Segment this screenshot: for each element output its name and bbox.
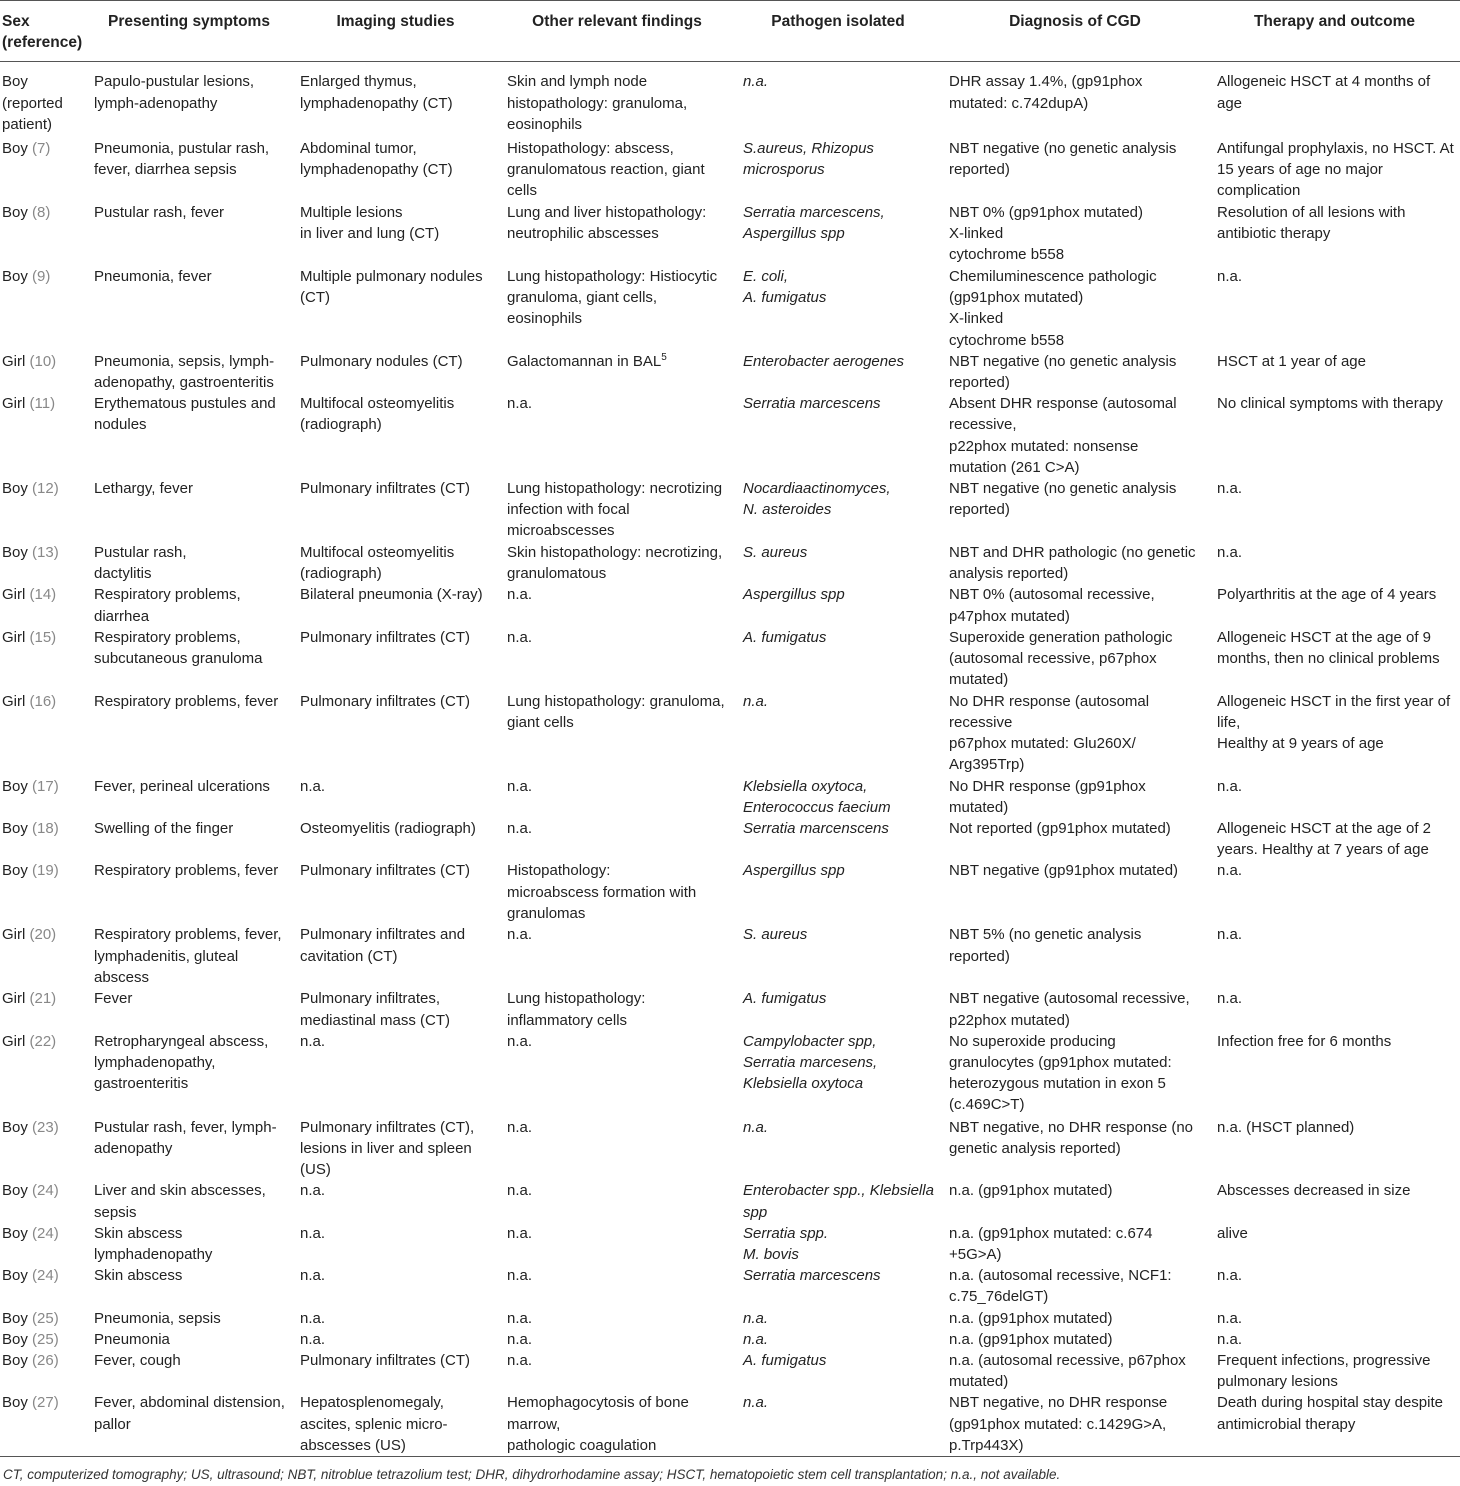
sex-value: Girl — [2, 692, 26, 710]
cell-presenting-symptoms: Retropharyngeal abscess, lymphadenopathy, gastroenteritis — [94, 1032, 269, 1093]
table-row — [0, 627, 1460, 691]
reference-link[interactable]: (25) — [32, 1330, 59, 1348]
cell-diagnosis-of-cgd: NBT negative (autosomal recessive, p22phox mutated) — [949, 990, 1190, 1029]
cell-presenting-symptoms: Respiratory problems, fever — [94, 862, 279, 880]
cell-therapy-and-outcome: Polyarthritis at the age of 4 years — [1217, 586, 1437, 604]
cell-pathogen-isolated: E. coli, A. fumigatus — [743, 267, 827, 307]
cell-pathogen-isolated: n.a. — [743, 1330, 769, 1348]
cell-imaging-studies: Multifocal osteomyelitis (radiograph) — [300, 543, 455, 583]
cell-diagnosis-of-cgd: Chemiluminescence pathologic (gp91phox mutated) X-linked cytochrome b558 — [949, 267, 1157, 349]
cell-presenting-symptoms: Pneumonia, sepsis, lymph- adenopathy, gastroenteritis — [94, 352, 275, 391]
cell-presenting-symptoms: Pustular rash, fever — [94, 203, 225, 221]
reference-link[interactable]: (27) — [32, 1394, 59, 1412]
reference-link[interactable]: (16) — [29, 692, 57, 710]
sex-value: Girl — [2, 586, 26, 604]
table-row — [0, 1031, 1460, 1117]
cell-presenting-symptoms: Pneumonia, fever — [94, 267, 212, 285]
sex-value: Boy — [2, 1118, 28, 1136]
sex-value: Boy — [2, 479, 28, 497]
cell-sex — [0, 1329, 86, 1350]
cell-diagnosis-of-cgd: NBT negative (no genetic analysis reported) — [949, 479, 1177, 519]
table-row — [0, 202, 1460, 266]
table-row — [0, 1329, 1460, 1350]
cell-other-relevant-findings: n.a. — [507, 1182, 533, 1200]
reference-link[interactable]: (21) — [29, 990, 57, 1008]
cell-other-relevant-findings: n.a. — [507, 395, 533, 413]
table-row — [0, 351, 1460, 393]
cell-diagnosis-of-cgd: DHR assay 1.4%, (gp91phox mutated: c.742dupA) — [949, 73, 1143, 112]
cell-sex — [0, 1180, 86, 1222]
cell-presenting-symptoms: Fever — [94, 990, 133, 1008]
cell-presenting-symptoms: Fever, perineal ulcerations — [94, 777, 270, 795]
sex-value: Girl — [2, 395, 26, 413]
cell-pathogen-isolated: S. aureus — [743, 543, 808, 561]
cell-pathogen-isolated: n.a. — [743, 73, 769, 91]
reference-link[interactable]: (24) — [32, 1224, 59, 1242]
sex-value: Boy — [2, 1352, 28, 1370]
cell-pathogen-isolated: Klebsiella oxytoca, Enterococcus faecium — [743, 777, 891, 816]
cell-sex — [0, 860, 86, 924]
cell-therapy-and-outcome: alive — [1217, 1224, 1248, 1242]
reference-link[interactable]: (18) — [32, 819, 59, 837]
table-header — [0, 1, 1460, 62]
cell-diagnosis-of-cgd: n.a. (autosomal recessive, p67phox mutated) — [949, 1352, 1186, 1391]
cell-diagnosis-of-cgd: n.a. (autosomal recessive, NCF1: c.75_76delGT) — [949, 1267, 1172, 1306]
cell-presenting-symptoms: Respiratory problems, fever, lymphadenitis, gluteal abscess — [94, 926, 282, 986]
cell-presenting-symptoms: Pneumonia, pustular rash, fever, diarrhea sepsis — [94, 139, 270, 179]
table-row — [0, 818, 1460, 860]
cell-presenting-symptoms: Fever, abdominal distension, pallor — [94, 1394, 285, 1433]
cell-diagnosis-of-cgd: Absent DHR response (autosomal recessive, p22phox mutated: nonsense mutation (261 C>A) — [949, 395, 1177, 476]
cell-therapy-and-outcome: n.a. — [1217, 1267, 1243, 1285]
cell-imaging-studies: Pulmonary infiltrates, mediastinal mass (CT) — [300, 990, 451, 1029]
table-row — [0, 393, 1460, 478]
cell-sex — [0, 988, 86, 1030]
cell-therapy-and-outcome: Frequent infections, progressive pulmonary lesions — [1217, 1352, 1431, 1391]
reference-link: (reported patient) — [2, 94, 63, 133]
cell-therapy-and-outcome: Allogeneic HSCT at the age of 2 years. Healthy at 7 years of age — [1217, 819, 1432, 859]
cell-therapy-and-outcome: n.a. — [1217, 777, 1243, 795]
cell-other-relevant-findings: Histopathology: microabscess formation with granulomas — [507, 862, 697, 922]
cell-sex — [0, 62, 86, 138]
cell-therapy-and-outcome: Antifungal prophylaxis, no HSCT. At 15 years of age no major complication — [1217, 139, 1454, 200]
sex-value: Girl — [2, 926, 26, 944]
cell-other-relevant-findings: Lung histopathology: necrotizing infection with focal microabscesses — [507, 479, 723, 540]
cell-presenting-symptoms: Respiratory problems, subcutaneous granuloma — [94, 628, 263, 667]
header-imaging-studies: Imaging studies — [292, 1, 499, 62]
cell-diagnosis-of-cgd: NBT negative (no genetic analysis reported) — [949, 352, 1177, 391]
cell-other-relevant-findings — [499, 351, 735, 393]
table-body — [0, 62, 1460, 1457]
sex-value: Boy — [2, 1330, 28, 1348]
cell-pathogen-isolated: Campylobacter spp, Serratia marcesens, Klebsiella oxytoca — [743, 1032, 878, 1093]
cell-other-relevant-findings: n.a. — [507, 1224, 533, 1242]
cell-other-relevant-findings: n.a. — [507, 819, 533, 837]
table-row — [0, 776, 1460, 818]
sex-value: Girl — [2, 628, 26, 646]
cell-imaging-studies: n.a. — [300, 1330, 326, 1348]
cell-diagnosis-of-cgd: No DHR response (autosomal recessive p67phox mutated: Glu260X/ Arg395Trp) — [949, 692, 1150, 774]
cell-sex — [0, 1031, 86, 1117]
cell-diagnosis-of-cgd: No DHR response (gp91phox mutated) — [949, 777, 1146, 816]
cell-imaging-studies: Abdominal tumor, lymphadenopathy (CT) — [300, 139, 453, 179]
table-row — [0, 1392, 1460, 1456]
cell-pathogen-isolated: Serratia marcescens — [743, 395, 881, 413]
header-sex-reference: Sex (reference) — [0, 1, 86, 62]
cell-pathogen-isolated: Serratia marcescens, Aspergillus spp — [743, 203, 885, 243]
cell-diagnosis-of-cgd: NBT 0% (autosomal recessive, p47phox mutated) — [949, 586, 1155, 625]
cell-pathogen-isolated: n.a. — [743, 1118, 769, 1136]
cell-presenting-symptoms: Pneumonia — [94, 1330, 170, 1348]
table-row — [0, 1117, 1460, 1181]
sex-value: Boy — [2, 862, 28, 880]
cell-therapy-and-outcome: HSCT at 1 year of age — [1217, 352, 1366, 370]
cell-diagnosis-of-cgd: NBT and DHR pathologic (no genetic analysis reported) — [949, 543, 1196, 583]
cell-diagnosis-of-cgd: NBT 5% (no genetic analysis reported) — [949, 926, 1142, 965]
header-therapy-and-outcome: Therapy and outcome — [1209, 1, 1460, 62]
table-row — [0, 1308, 1460, 1329]
reference-link[interactable]: (10) — [29, 352, 57, 370]
sex-value: Boy — [2, 1182, 28, 1200]
table-row — [0, 691, 1460, 776]
sex-value: Boy — [2, 819, 28, 837]
table-row — [0, 924, 1460, 988]
cell-imaging-studies: Enlarged thymus, lymphadenopathy (CT) — [300, 73, 453, 112]
cell-presenting-symptoms: Pustular rash, fever, lymph- adenopathy — [94, 1118, 277, 1157]
cell-imaging-studies: Bilateral pneumonia (X-ray) — [300, 586, 483, 604]
cell-sex — [0, 584, 86, 626]
header-other-relevant-findings: Other relevant findings — [499, 1, 735, 62]
cell-presenting-symptoms: Papulo-pustular lesions, lymph-adenopathy — [94, 73, 255, 112]
cell-pathogen-isolated: Serratia spp. M. bovis — [743, 1224, 829, 1263]
header-presenting-symptoms: Presenting symptoms — [86, 1, 292, 62]
cell-therapy-and-outcome: No clinical symptoms with therapy — [1217, 395, 1443, 413]
reference-link[interactable]: (9) — [32, 267, 51, 285]
cell-diagnosis-of-cgd: NBT negative (gp91phox mutated) — [949, 862, 1179, 880]
header-diagnosis-of-cgd: Diagnosis of CGD — [941, 1, 1209, 62]
reference-link[interactable]: (7) — [32, 139, 51, 157]
cell-diagnosis-of-cgd: NBT negative (no genetic analysis reported) — [949, 139, 1177, 179]
cell-sex — [0, 478, 86, 542]
cell-pathogen-isolated: Aspergillus spp — [743, 862, 845, 880]
cell-presenting-symptoms: Pneumonia, sepsis — [94, 1309, 221, 1327]
cell-sex — [0, 924, 86, 988]
cell-pathogen-isolated: S.aureus, Rhizopus microsporus — [743, 139, 874, 179]
cell-therapy-and-outcome: Allogeneic HSCT in the first year of life, Healthy at 9 years of age — [1217, 692, 1451, 753]
cell-other-relevant-findings: Lung histopathology: inflammatory cells — [507, 990, 646, 1029]
footnote-marker: 5 — [661, 351, 667, 363]
cell-diagnosis-of-cgd: n.a. (gp91phox mutated: c.674 +5G>A) — [949, 1224, 1153, 1263]
cell-therapy-and-outcome: n.a. — [1217, 926, 1243, 944]
cell-presenting-symptoms: Skin abscess lymphadenopathy — [94, 1224, 213, 1263]
cell-other-relevant-findings: Histopathology: abscess, granulomatous reaction, giant cells — [507, 139, 705, 200]
cell-other-relevant-findings: Lung and liver histopathology: neutrophilic abscesses — [507, 203, 707, 243]
cell-other-relevant-findings: n.a. — [507, 586, 533, 604]
reference-link[interactable]: (24) — [32, 1267, 59, 1285]
cell-therapy-and-outcome: Death during hospital stay despite antimicrobial therapy — [1217, 1394, 1443, 1433]
sex-value: Girl — [2, 990, 26, 1008]
cell-diagnosis-of-cgd: n.a. (gp91phox mutated) — [949, 1330, 1113, 1348]
cell-other-relevant-findings: n.a. — [507, 1352, 533, 1370]
reference-link[interactable]: (23) — [32, 1118, 59, 1136]
cell-therapy-and-outcome: n.a. — [1217, 862, 1243, 880]
cell-presenting-symptoms: Pustular rash, dactylitis — [94, 543, 187, 583]
table-footnote: CT, computerized tomography; US, ultrasound; NBT, nitroblue tetrazolium test; DHR, dihydrorhodamine assay; HSCT, hematopoietic stem cell transplantation; n.a., not available. — [3, 1467, 1061, 1483]
cell-presenting-symptoms: Skin abscess — [94, 1267, 183, 1285]
table-row — [0, 988, 1460, 1030]
sex-value: Boy — [2, 1267, 28, 1285]
cell-sex — [0, 1223, 86, 1265]
cell-therapy-and-outcome: n.a. — [1217, 479, 1243, 497]
cell-pathogen-isolated: n.a. — [743, 1309, 769, 1327]
cell-presenting-symptoms: Respiratory problems, diarrhea — [94, 586, 241, 625]
reference-link[interactable]: (20) — [29, 926, 57, 944]
cell-sex — [0, 351, 86, 393]
cell-presenting-symptoms: Respiratory problems, fever — [94, 692, 279, 710]
cell-imaging-studies: n.a. — [300, 1182, 326, 1200]
cell-sex — [0, 1308, 86, 1329]
cell-imaging-studies: n.a. — [300, 1267, 326, 1285]
cell-therapy-and-outcome: n.a. — [1217, 543, 1243, 561]
cell-imaging-studies: Pulmonary infiltrates (CT) — [300, 862, 471, 880]
cell-diagnosis-of-cgd: NBT negative, no DHR response (gp91phox mutated: c.1429G>A, p.Trp443X) — [949, 1394, 1168, 1454]
cell-diagnosis-of-cgd: n.a. (gp91phox mutated) — [949, 1309, 1113, 1327]
cell-sex — [0, 818, 86, 860]
reference-link[interactable]: (12) — [32, 479, 59, 497]
cell-sex — [0, 393, 86, 478]
cell-imaging-studies: Pulmonary infiltrates (CT) — [300, 692, 471, 710]
sex-value: Boy — [2, 267, 28, 285]
cell-sex — [0, 691, 86, 776]
cell-sex — [0, 1117, 86, 1181]
cell-imaging-studies: n.a. — [300, 777, 326, 795]
cell-therapy-and-outcome: n.a. (HSCT planned) — [1217, 1118, 1355, 1136]
cell-imaging-studies: Multifocal osteomyelitis (radiograph) — [300, 395, 455, 434]
reference-link[interactable]: (17) — [32, 777, 59, 795]
cell-diagnosis-of-cgd: NBT 0% (gp91phox mutated) X-linked cytochrome b558 — [949, 203, 1143, 264]
table-bottom-rule — [0, 1457, 1460, 1486]
cell-other-relevant-findings: n.a. — [507, 1330, 533, 1348]
cell-other-relevant-findings: n.a. — [507, 628, 533, 646]
cell-pathogen-isolated: Serratia marcescens — [743, 1267, 881, 1285]
table-row — [0, 138, 1460, 202]
table-row — [0, 584, 1460, 626]
cell-presenting-symptoms: Lethargy, fever — [94, 479, 193, 497]
sex-value: Boy — [2, 1394, 28, 1412]
cell-imaging-studies: Multiple lesions in liver and lung (CT) — [300, 203, 440, 243]
cell-imaging-studies: n.a. — [300, 1224, 326, 1242]
cell-other-relevant-findings: n.a. — [507, 1309, 533, 1327]
findings-text: Galactomannan in BAL — [507, 352, 662, 370]
cell-imaging-studies: Osteomyelitis (radiograph) — [300, 819, 476, 837]
cell-pathogen-isolated: Nocardiaactinomyces, N. asteroides — [743, 479, 891, 519]
sex-value: Boy — [2, 203, 28, 221]
cell-imaging-studies: Pulmonary infiltrates (CT) — [300, 479, 471, 497]
reference-link[interactable]: (24) — [32, 1182, 59, 1200]
cell-diagnosis-of-cgd: No superoxide producing granulocytes (gp91phox mutated: heterozygous mutation in exon 5 (c.469C>T) — [949, 1032, 1172, 1114]
cell-pathogen-isolated: Serratia marcenscens — [743, 819, 889, 837]
cell-sex — [0, 202, 86, 266]
cell-sex — [0, 1350, 86, 1392]
reference-link[interactable]: (25) — [32, 1309, 59, 1327]
cell-pathogen-isolated: Enterobacter spp., Klebsiella spp — [743, 1182, 934, 1221]
table-row — [0, 1350, 1460, 1392]
reference-link[interactable]: (26) — [32, 1352, 59, 1370]
cell-therapy-and-outcome: Abscesses decreased in size — [1217, 1182, 1411, 1200]
cell-diagnosis-of-cgd: n.a. (gp91phox mutated) — [949, 1182, 1113, 1200]
cell-imaging-studies: n.a. — [300, 1309, 326, 1327]
cell-imaging-studies: Pulmonary infiltrates (CT) — [300, 1352, 471, 1370]
cell-presenting-symptoms: Swelling of the finger — [94, 819, 234, 837]
sex-value: Boy — [2, 777, 28, 795]
cell-imaging-studies: Pulmonary nodules (CT) — [300, 352, 463, 370]
cell-pathogen-isolated: A. fumigatus — [743, 1352, 827, 1370]
table-row — [0, 1180, 1460, 1222]
cell-therapy-and-outcome: n.a. — [1217, 1309, 1243, 1327]
table-row — [0, 860, 1460, 924]
header-pathogen-isolated: Pathogen isolated — [735, 1, 941, 62]
reference-link[interactable]: (15) — [29, 628, 57, 646]
cell-diagnosis-of-cgd: Superoxide generation pathologic (autosomal recessive, p67phox mutated) — [949, 628, 1173, 689]
reference-link[interactable]: (13) — [32, 543, 59, 561]
cell-sex — [0, 776, 86, 818]
cell-sex — [0, 627, 86, 691]
sex-value: Girl — [2, 352, 26, 370]
table-row — [0, 478, 1460, 542]
sex-value: Boy — [2, 139, 28, 157]
cell-other-relevant-findings: Hemophagocytosis of bone marrow, pathologic coagulation — [507, 1394, 689, 1454]
cell-imaging-studies: Multiple pulmonary nodules (CT) — [300, 267, 483, 307]
cell-therapy-and-outcome: Resolution of all lesions with antibiotic therapy — [1217, 203, 1406, 243]
cell-pathogen-isolated: Enterobacter aerogenes — [743, 352, 904, 370]
cell-pathogen-isolated: n.a. — [743, 692, 769, 710]
cell-presenting-symptoms: Erythematous pustules and nodules — [94, 395, 276, 434]
sex-value: Boy — [2, 543, 28, 561]
sex-value: Boy — [2, 1309, 28, 1327]
cell-other-relevant-findings: Lung histopathology: granuloma, giant cells — [507, 692, 725, 731]
cell-other-relevant-findings: Skin and lymph node histopathology: granuloma, eosinophils — [507, 73, 688, 133]
table-row — [0, 1265, 1460, 1307]
cell-imaging-studies: Pulmonary infiltrates (CT), lesions in liver and spleen (US) — [300, 1118, 475, 1179]
cell-sex — [0, 138, 86, 202]
sex-value: Boy — [2, 73, 28, 91]
cell-pathogen-isolated: A. fumigatus — [743, 628, 827, 646]
table-row — [0, 62, 1460, 138]
cell-other-relevant-findings: n.a. — [507, 777, 533, 795]
cell-imaging-studies: Pulmonary infiltrates and cavitation (CT) — [300, 926, 466, 965]
reference-link[interactable]: (14) — [29, 586, 57, 604]
cell-therapy-and-outcome: n.a. — [1217, 267, 1243, 285]
cell-imaging-studies: Hepatosplenomegaly, ascites, splenic micro- abscesses (US) — [300, 1394, 448, 1454]
cell-other-relevant-findings: Lung histopathology: Histiocytic granuloma, giant cells, eosinophils — [507, 267, 718, 328]
sex-value: Boy — [2, 1224, 28, 1242]
cell-presenting-symptoms: Liver and skin abscesses, sepsis — [94, 1182, 266, 1221]
table-row — [0, 1223, 1460, 1265]
cell-pathogen-isolated: S. aureus — [743, 926, 808, 944]
cell-sex — [0, 1392, 86, 1456]
cell-other-relevant-findings: Skin histopathology: necrotizing, granulomatous — [507, 543, 723, 583]
cell-diagnosis-of-cgd: NBT negative, no DHR response (no genetic analysis reported) — [949, 1118, 1194, 1157]
sex-value: Girl — [2, 1032, 26, 1050]
cell-imaging-studies: Pulmonary infiltrates (CT) — [300, 628, 471, 646]
cell-presenting-symptoms: Fever, cough — [94, 1352, 181, 1370]
table-row — [0, 266, 1460, 351]
cell-pathogen-isolated: A. fumigatus — [743, 990, 827, 1008]
cell-therapy-and-outcome: Allogeneic HSCT at the age of 9 months, then no clinical problems — [1217, 628, 1440, 667]
cell-imaging-studies: n.a. — [300, 1032, 326, 1050]
cell-other-relevant-findings: n.a. — [507, 1118, 533, 1136]
reference-link[interactable]: (11) — [29, 395, 56, 413]
cell-therapy-and-outcome: Infection free for 6 months — [1217, 1032, 1392, 1050]
cell-sex — [0, 1265, 86, 1307]
table-row — [0, 542, 1460, 584]
cell-therapy-and-outcome: n.a. — [1217, 1330, 1243, 1348]
cell-pathogen-isolated: Aspergillus spp — [743, 586, 845, 604]
cell-sex — [0, 542, 86, 584]
reference-link[interactable]: (22) — [29, 1032, 57, 1050]
cell-therapy-and-outcome: Allogeneic HSCT at 4 months of age — [1217, 73, 1431, 112]
reference-link[interactable]: (19) — [32, 862, 59, 880]
reference-link[interactable]: (8) — [32, 203, 51, 221]
cell-other-relevant-findings: n.a. — [507, 926, 533, 944]
cell-other-relevant-findings: n.a. — [507, 1032, 533, 1050]
cell-sex — [0, 266, 86, 351]
cell-pathogen-isolated: n.a. — [743, 1394, 769, 1412]
cell-other-relevant-findings: n.a. — [507, 1267, 533, 1285]
cell-diagnosis-of-cgd: Not reported (gp91phox mutated) — [949, 819, 1171, 837]
cell-therapy-and-outcome: n.a. — [1217, 990, 1243, 1008]
